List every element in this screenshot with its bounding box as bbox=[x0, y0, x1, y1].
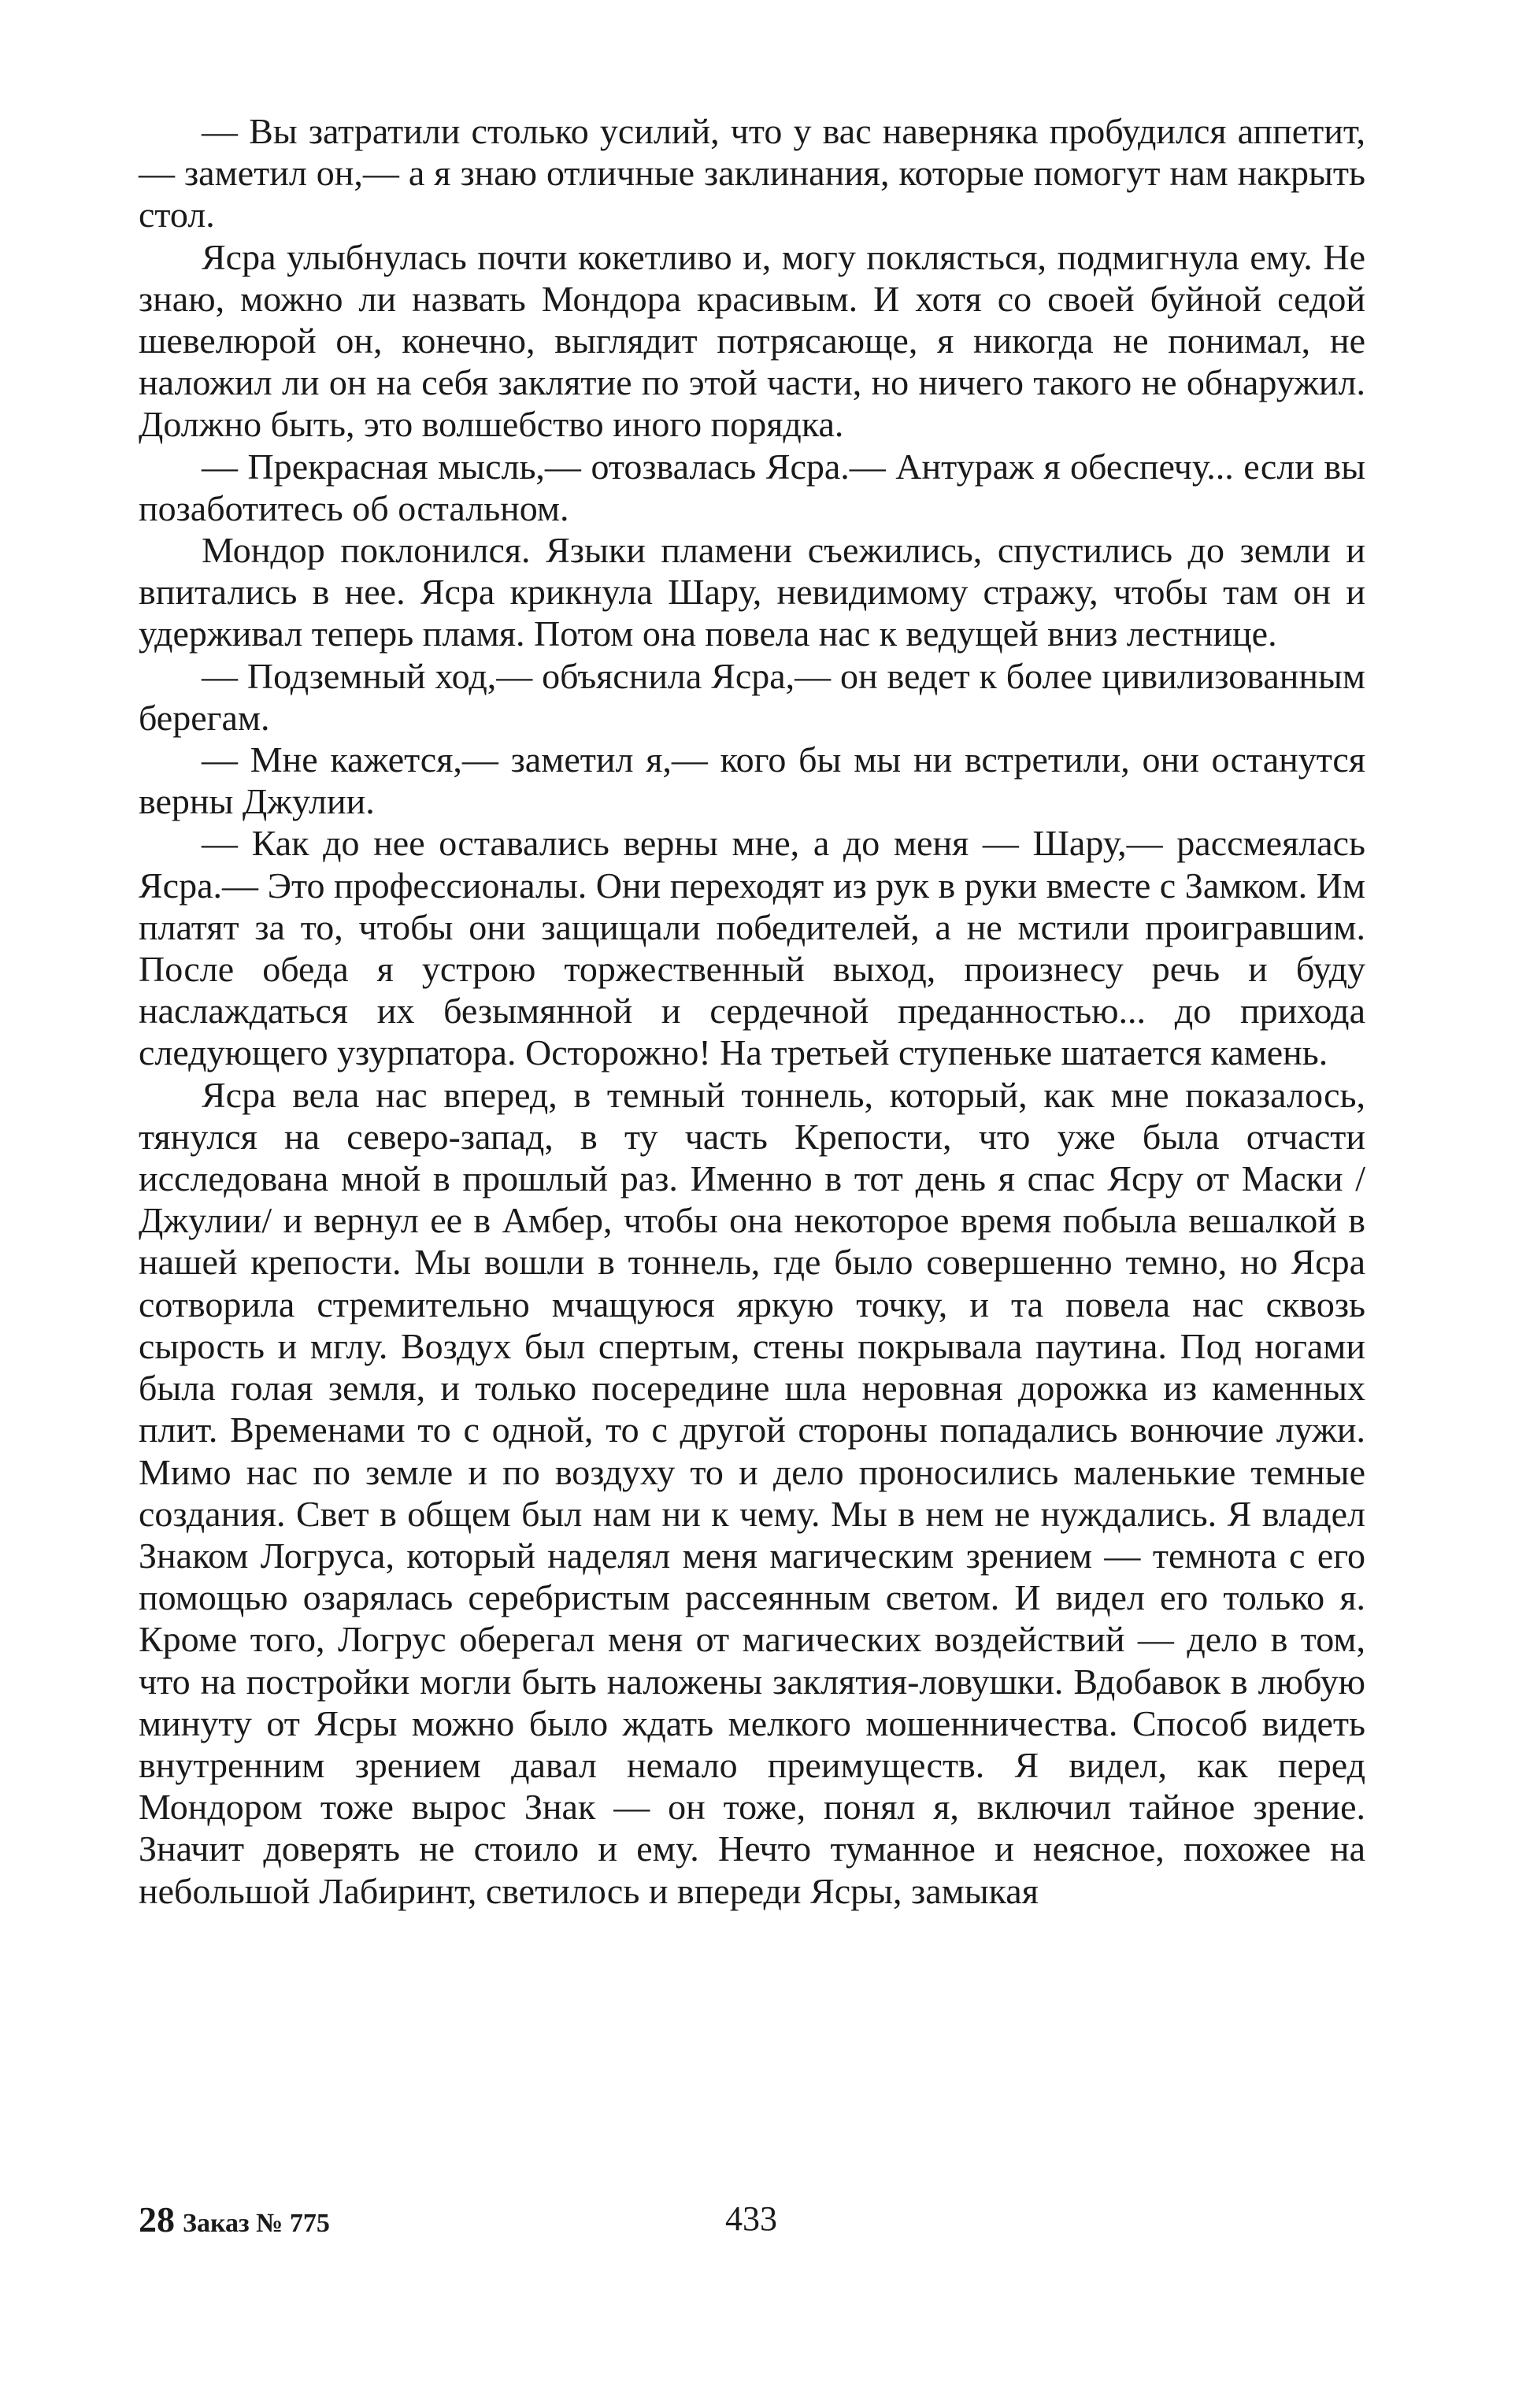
paragraph: Мондор поклонился. Языки пламени съежились, спустились до земли и впитались в нее. Ясра крикнула Шару, невидимому стражу, чтобы там он и удерживал теперь пламя. Потом она повела нас к ведущей вниз лестнице. bbox=[139, 530, 1365, 654]
page-number: 433 bbox=[725, 2199, 777, 2238]
paragraph: — Прекрасная мысль,— отозвалась Ясра.— Антураж я обеспечу... если вы позаботитесь об остальном. bbox=[139, 446, 1365, 528]
paragraph: — Мне кажется,— заметил я,— кого бы мы ни встретили, они останутся верны Джулии. bbox=[139, 739, 1365, 822]
signature-number: 28 bbox=[139, 2199, 175, 2239]
paragraph: Ясра вела нас вперед, в темный тоннель, который, как мне показалось, тянулся на северо-запад, в ту часть Крепости, что уже была отчасти исследована мной в прошлый раз. Именно в тот день я спас Ясру от Маски /Джулии/ и вернул ее в Амбер, чтобы она некоторое время побыла вешалкой в нашей крепости. Мы вошли в тоннель, где было совершенно темно, но Ясра сотворила стремительно мчащуюся яркую точку, и та повела нас сквозь сырость и мглу. Воздух был спертым, стены покрывала паутина. Под ногами была голая земля, и только посередине шла неровная дорожка из каменных плит. Временами то с одной, то с другой стороны попадались вонючие лужи. Мимо нас по земле и по воздуху то и дело проносились маленькие темные создания. Свет в общем был нам ни к чему. Мы в нем не нуждались. Я владел Знаком Логруса, который наделял меня магическим зрением — темнота с его помощью озарялась серебристым рассеянным светом. И видел его только я. Кроме того, Логрус оберегал меня от магических воздействий — дело в том, что на постройки могли быть наложены заклятия-ловушки. Вдобавок в любую минуту от Ясры можно было ждать мелкого мошенничества. Способ видеть внутренним зрением давал немало преимуществ. Я видел, как перед Мондором тоже вырос Знак — он тоже, понял я, включил тайное зрение. Значит доверять не стоило и ему. Нечто туманное и неясное, похожее на небольшой Лабиринт, светилось и впереди Ясры, замыкая bbox=[139, 1074, 1365, 1911]
body-text bbox=[139, 110, 1365, 1912]
paragraph: Ясра улыбнулась почти кокетливо и, могу поклясться, подмигнула ему. Не знаю, можно ли назвать Мондора красивым. И хотя со своей буйной седой шевелюрой он, конечно, выглядит потрясающе, я никогда не понимал, не наложил ли он на себя заклятие по этой части, но ничего такого не обнаружил. Должно быть, это волшебство иного порядка. bbox=[139, 236, 1365, 445]
printer-signature bbox=[139, 2199, 330, 2240]
paragraph: — Вы затратили столько усилий, что у вас наверняка пробудился аппетит,— заметил он,— а я знаю отличные заклинания, которые помогут нам накрыть стол. bbox=[139, 111, 1365, 235]
order-number: Заказ № 775 bbox=[183, 2209, 330, 2238]
paragraph: — Подземный ход,— объяснила Ясра,— он ведет к более цивилизованным берегам. bbox=[139, 655, 1365, 738]
page-footer bbox=[139, 2199, 1365, 2246]
paragraph: — Как до нее оставались верны мне, а до меня — Шару,— рассмеялась Ясра.— Это профессионалы. Они переходят из рук в руки вместе с Замком. Им платят за то, чтобы они защищали победителей, а не мстили проигравшим. После обеда я устрою торжественный выход, произнесу речь и буду наслаждаться их безымянной и сердечной преданностью... до прихода следующего узурпатора. Осторожно! На третьей ступеньке шатается камень. bbox=[139, 823, 1365, 1073]
